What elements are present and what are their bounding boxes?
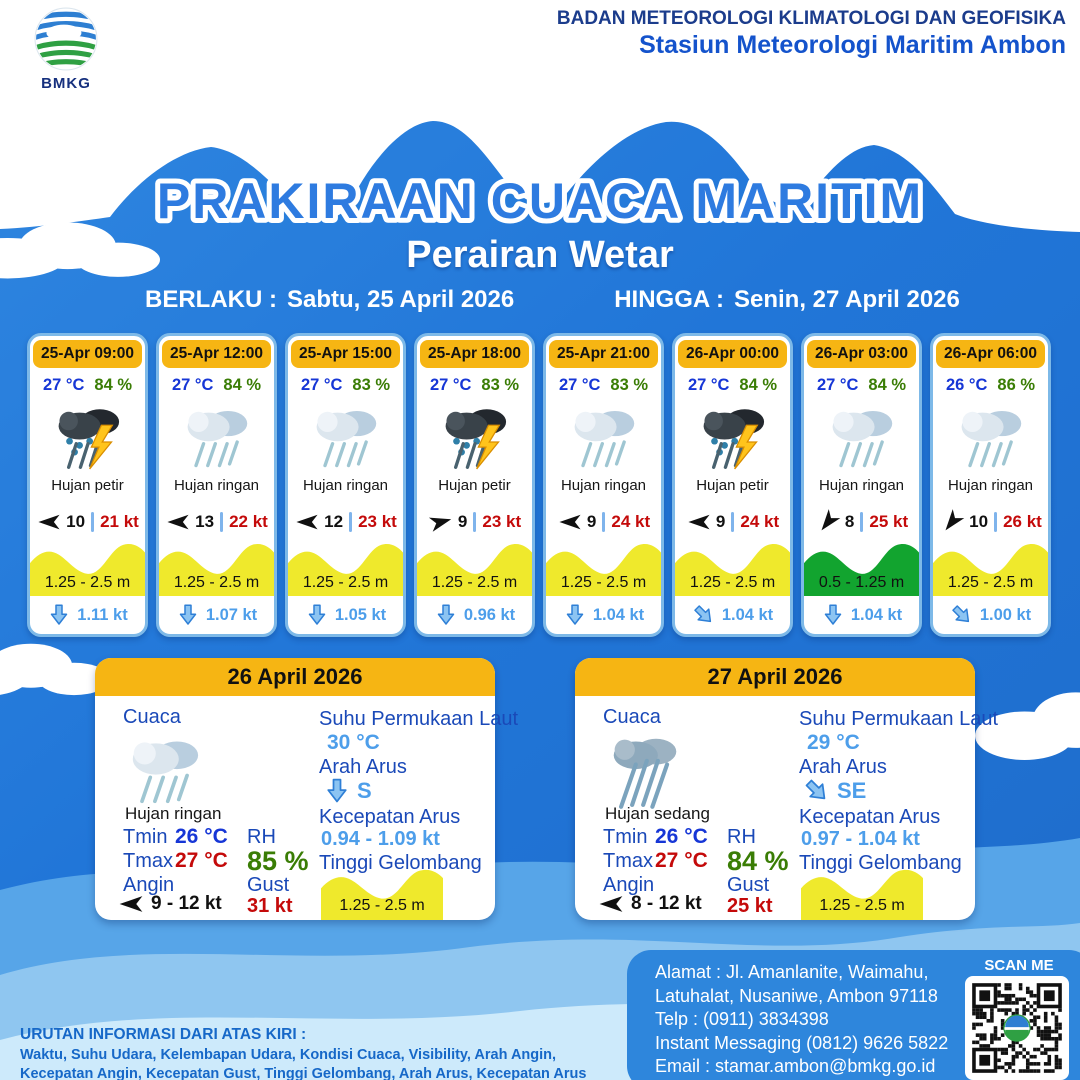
sst-value: 29 °C xyxy=(807,731,860,754)
current-row xyxy=(563,596,644,634)
weather-description: Hujan ringan xyxy=(947,477,1034,494)
relative-humidity: 84 % xyxy=(223,376,262,394)
wave-height-value: 0.5 - 1.25 m xyxy=(818,574,905,591)
valid-from-date: Sabtu, 25 April 2026 xyxy=(287,286,515,313)
visibility-value: 9 xyxy=(586,512,597,531)
weather-description: Hujan petir xyxy=(696,477,769,494)
daily-wind-range: 9 - 12 kt xyxy=(151,893,222,914)
contact-text xyxy=(655,961,948,1079)
wave-height-value: 1.25 - 2.5 m xyxy=(560,574,647,591)
relative-humidity: 84 % xyxy=(868,376,907,394)
hujan-petir-icon xyxy=(691,395,775,479)
contact-email: Email : stamar.ambon@bmkg.go.id xyxy=(655,1056,936,1076)
daily-wave-value: 1.25 - 2.5 m xyxy=(339,897,425,914)
current-speed: 1.04 kt xyxy=(721,605,774,624)
gust-label: Gust xyxy=(247,874,290,896)
wave-height-box xyxy=(288,540,403,596)
visibility-value: 8 xyxy=(844,512,855,531)
agency-name: BADAN METEOROLOGI KLIMATOLOGI DAN GEOFISIKA xyxy=(556,8,1066,29)
air-temperature: 27 °C xyxy=(171,376,214,394)
forecast-time: 26-Apr 03:00 xyxy=(807,340,916,368)
current-direction-icon xyxy=(47,602,71,628)
daily-weather-description: Hujan ringan xyxy=(125,804,222,823)
tinggi-gelombang-label: Tinggi Gelombang xyxy=(799,852,962,874)
arah-arus-label: Arah Arus xyxy=(799,756,887,778)
current-direction-icon xyxy=(821,602,845,628)
bmkg-logo-icon xyxy=(33,6,99,72)
wind-row xyxy=(939,512,1042,532)
forecast-time: 25-Apr 21:00 xyxy=(549,340,658,368)
wind-row xyxy=(294,512,397,532)
wind-speed: 21 kt xyxy=(100,512,139,531)
current-speed: 1.11 kt xyxy=(77,605,128,624)
air-temperature: 27 °C xyxy=(687,376,730,394)
air-temperature: 27 °C xyxy=(300,376,343,394)
wave-height-box xyxy=(933,540,1048,596)
wind-speed: 24 kt xyxy=(611,512,651,531)
wind-direction-icon xyxy=(294,512,320,532)
info-order-block xyxy=(20,1026,586,1080)
current-speed: 0.96 kt xyxy=(463,605,516,624)
tinggi-gelombang-label: Tinggi Gelombang xyxy=(319,852,482,874)
station-name: Stasiun Meteorologi Maritim Ambon xyxy=(639,31,1066,59)
wind-direction-icon xyxy=(557,512,583,532)
wind-direction-icon xyxy=(36,512,62,532)
wind-speed: 25 kt xyxy=(869,512,909,531)
weather-icon xyxy=(433,395,517,479)
weather-description: Hujan ringan xyxy=(302,477,389,494)
arah-arus-label: Arah Arus xyxy=(319,756,407,778)
tmin-label: Tmin xyxy=(123,826,168,848)
contact-box xyxy=(627,950,1080,1080)
cuaca-label: Cuaca xyxy=(603,706,661,728)
daily-wind-row xyxy=(597,893,702,915)
weather-description: Hujan ringan xyxy=(560,477,647,494)
scan-me-label: SCAN ME xyxy=(984,957,1054,974)
kecepatan-arus-label: Kecepatan Arus xyxy=(319,806,461,828)
valid-from xyxy=(145,286,514,314)
air-temperature: 26 °C xyxy=(945,376,988,394)
weather-icon xyxy=(562,395,646,479)
daily-current-dir xyxy=(323,776,372,806)
weather-icon xyxy=(46,395,130,479)
wave-height-box xyxy=(30,540,145,596)
daily-summary-card xyxy=(575,658,999,920)
wind-direction-icon xyxy=(812,506,844,539)
temp-humidity-row xyxy=(817,376,906,395)
sst-label: Suhu Permukaan Laut xyxy=(319,708,519,730)
current-row xyxy=(176,596,257,634)
forecast-card xyxy=(672,333,793,637)
sst-value: 30 °C xyxy=(327,731,380,754)
forecast-card xyxy=(801,333,922,637)
relative-humidity: 84 % xyxy=(739,376,778,394)
tmin-value: 26 °C xyxy=(655,825,708,848)
info-order-line2: Kecepatan Angin, Kecepatan Gust, Tinggi Gelombang, Arah Arus, Kecepatan Arus xyxy=(20,1066,587,1080)
wind-speed: 24 kt xyxy=(740,512,780,531)
bmkg-logo xyxy=(24,6,108,92)
current-row xyxy=(692,596,773,634)
visibility-value: 9 xyxy=(715,512,726,531)
wind-direction-icon xyxy=(117,893,145,915)
cuaca-label: Cuaca xyxy=(123,706,181,728)
daily-wind-range: 8 - 12 kt xyxy=(631,893,702,914)
temp-humidity-row xyxy=(301,376,390,395)
forecast-card xyxy=(27,333,148,637)
air-temperature: 27 °C xyxy=(42,376,85,394)
wave-height-value: 1.25 - 2.5 m xyxy=(431,574,518,591)
temp-humidity-row xyxy=(43,376,132,395)
current-row xyxy=(821,596,902,634)
separator-bar xyxy=(91,512,94,532)
wave-height-value: 1.25 - 2.5 m xyxy=(947,574,1034,591)
bmkg-logo-label: BMKG xyxy=(41,75,91,92)
forecast-card xyxy=(285,333,406,637)
current-direction-icon xyxy=(434,602,458,628)
hujan-petir-icon xyxy=(46,395,130,479)
forecast-time: 25-Apr 09:00 xyxy=(33,340,142,368)
wind-speed: 22 kt xyxy=(229,512,268,531)
wind-speed: 23 kt xyxy=(482,512,522,531)
wave-height-box xyxy=(417,540,532,596)
contact-address-line1: Alamat : Jl. Amanlanite, Waimahu, xyxy=(655,962,929,982)
tmax-label: Tmax xyxy=(123,850,173,872)
hujan-ringan-icon xyxy=(304,395,388,479)
contact-address-line2: Latuhalat, Nusaniwe, Ambon 97118 xyxy=(655,985,938,1006)
hujan-ringan-icon xyxy=(562,395,646,479)
daily-wave-value: 1.25 - 2.5 m xyxy=(819,897,905,914)
hujan-ringan-icon xyxy=(119,724,211,816)
hujan-petir-icon xyxy=(433,395,517,479)
area-title: Perairan Wetar xyxy=(406,234,674,276)
wind-direction-icon xyxy=(686,512,712,532)
wind-speed: 26 kt xyxy=(1003,512,1042,531)
daily-weather-icon xyxy=(119,724,211,816)
wave-height-box xyxy=(159,540,274,596)
rh-value: 84 % xyxy=(727,846,789,876)
air-temperature: 27 °C xyxy=(816,376,859,394)
forecast-card xyxy=(543,333,664,637)
current-speed: 1.04 kt xyxy=(850,605,903,624)
current-direction-letter: S xyxy=(357,778,372,803)
weather-description: Hujan ringan xyxy=(818,477,905,494)
contact-im: Instant Messaging (0812) 9626 5822 xyxy=(655,1032,949,1053)
wind-row xyxy=(428,512,521,532)
hujan-ringan-icon xyxy=(949,395,1033,479)
gust-value: 25 kt xyxy=(727,895,773,917)
relative-humidity: 84 % xyxy=(94,376,133,394)
wave-height-value: 1.25 - 2.5 m xyxy=(173,574,260,591)
weather-icon xyxy=(304,395,388,479)
wind-direction-icon xyxy=(426,509,456,535)
valid-to-date: Senin, 27 April 2026 xyxy=(733,286,960,313)
current-row xyxy=(305,596,386,634)
current-direction-icon xyxy=(563,602,587,628)
hujan-ringan-icon xyxy=(175,395,259,479)
wind-row xyxy=(557,512,650,532)
angin-label: Angin xyxy=(123,874,175,896)
qr-code xyxy=(965,976,1069,1080)
current-speed: 1.05 kt xyxy=(334,605,387,624)
current-direction-icon xyxy=(176,602,200,628)
relative-humidity: 83 % xyxy=(481,376,520,394)
forecast-time: 25-Apr 12:00 xyxy=(162,340,271,368)
weather-icon xyxy=(175,395,259,479)
wind-direction-icon xyxy=(936,506,968,539)
current-range-value: 0.94 - 1.09 kt xyxy=(321,828,440,850)
temp-humidity-row xyxy=(172,376,261,395)
daily-weather-description: Hujan sedang xyxy=(605,804,710,823)
tmax-value: 27 °C xyxy=(655,849,708,872)
current-speed: 1.00 kt xyxy=(979,605,1032,624)
current-row xyxy=(47,596,127,634)
current-direction-icon xyxy=(323,776,351,806)
air-temperature: 27 °C xyxy=(558,376,601,394)
gust-label: Gust xyxy=(727,874,770,896)
tmax-value: 27 °C xyxy=(175,849,228,872)
info-order-line1: Waktu, Suhu Udara, Kelembapan Udara, Kondisi Cuaca, Visibility, Arah Angin, xyxy=(20,1047,557,1063)
wave-height-value: 1.25 - 2.5 m xyxy=(44,574,131,591)
daily-date: 26 April 2026 xyxy=(95,658,495,696)
valid-to xyxy=(614,286,960,314)
daily-current-dir xyxy=(803,776,866,806)
temp-humidity-row xyxy=(430,376,519,395)
current-direction-icon xyxy=(686,597,721,632)
current-speed: 1.04 kt xyxy=(592,605,645,624)
temp-humidity-row xyxy=(688,376,777,395)
forecast-time: 25-Apr 18:00 xyxy=(420,340,529,368)
wind-row xyxy=(36,512,139,532)
main-title-svg xyxy=(0,168,1080,240)
agency-header xyxy=(557,8,1066,60)
valid-from-label: BERLAKU : xyxy=(145,286,277,313)
rh-label: RH xyxy=(727,826,756,848)
weather-description: Hujan ringan xyxy=(173,477,260,494)
sst-label: Suhu Permukaan Laut xyxy=(799,708,999,730)
temp-humidity-row xyxy=(946,376,1035,395)
separator-bar xyxy=(220,512,223,532)
separator-bar xyxy=(473,512,476,532)
relative-humidity: 86 % xyxy=(997,376,1036,394)
weather-icon xyxy=(691,395,775,479)
hujan-sedang-icon xyxy=(599,724,691,816)
separator-bar xyxy=(731,512,734,532)
kecepatan-arus-label: Kecepatan Arus xyxy=(799,806,941,828)
current-direction-icon xyxy=(944,597,979,632)
visibility-value: 9 xyxy=(457,512,468,531)
forecast-card xyxy=(930,333,1051,637)
wave-height-box xyxy=(546,540,661,596)
visibility-value: 12 xyxy=(324,512,344,531)
forecast-time: 26-Apr 00:00 xyxy=(678,340,787,368)
hourly-forecast-row xyxy=(27,333,1053,637)
daily-date: 27 April 2026 xyxy=(575,658,975,696)
rh-value: 85 % xyxy=(247,846,309,876)
current-speed: 1.07 kt xyxy=(205,605,258,624)
weather-description: Hujan petir xyxy=(51,477,124,494)
relative-humidity: 83 % xyxy=(352,376,391,394)
page-title: PRAKIRAAN CUACA MARITIM xyxy=(156,173,924,229)
separator-bar xyxy=(994,512,997,532)
visibility-value: 13 xyxy=(195,512,215,531)
separator-bar xyxy=(860,512,863,532)
hujan-ringan-icon xyxy=(820,395,904,479)
angin-label: Angin xyxy=(603,874,655,896)
wave-height-value: 1.25 - 2.5 m xyxy=(302,574,389,591)
weather-icon xyxy=(949,395,1033,479)
wind-direction-icon xyxy=(165,512,191,532)
wave-height-box xyxy=(804,540,919,596)
tmax-label: Tmax xyxy=(603,850,653,872)
daily-card-body xyxy=(575,696,999,920)
current-row xyxy=(950,596,1031,634)
gust-value: 31 kt xyxy=(247,895,293,917)
daily-wave-box xyxy=(321,866,443,920)
cloud-decoration-bottom-left xyxy=(0,632,110,698)
daily-summary-card xyxy=(95,658,519,920)
wind-row xyxy=(815,512,908,532)
weather-description: Hujan petir xyxy=(438,477,511,494)
daily-wave-box xyxy=(801,866,923,920)
tmin-label: Tmin xyxy=(603,826,648,848)
wave-height-box xyxy=(675,540,790,596)
forecast-card xyxy=(156,333,277,637)
wind-direction-icon xyxy=(597,893,625,915)
info-order-title: URUTAN INFORMASI DARI ATAS KIRI : xyxy=(20,1026,307,1043)
temp-humidity-row xyxy=(559,376,648,395)
current-row xyxy=(434,596,515,634)
separator-bar xyxy=(602,512,605,532)
daily-card-body xyxy=(95,696,519,920)
qr-pattern xyxy=(965,976,1069,1080)
air-temperature: 27 °C xyxy=(429,376,472,394)
current-direction-letter: SE xyxy=(837,778,867,803)
relative-humidity: 83 % xyxy=(610,376,649,394)
wind-row xyxy=(686,512,779,532)
forecast-time: 25-Apr 15:00 xyxy=(291,340,400,368)
visibility-value: 10 xyxy=(66,512,86,531)
daily-wind-row xyxy=(117,893,222,915)
wave-height-value: 1.25 - 2.5 m xyxy=(689,574,776,591)
current-range-value: 0.97 - 1.04 kt xyxy=(801,828,920,850)
visibility-value: 10 xyxy=(969,512,989,531)
wind-row xyxy=(165,512,268,532)
forecast-card xyxy=(414,333,535,637)
daily-weather-icon xyxy=(599,724,691,816)
validity-row xyxy=(145,286,960,314)
contact-phone: Telp : (0911) 3834398 xyxy=(655,1009,829,1029)
current-direction-icon xyxy=(305,602,329,628)
valid-to-label: HINGGA : xyxy=(614,286,724,313)
separator-bar xyxy=(349,512,352,532)
wind-speed: 23 kt xyxy=(358,512,397,531)
forecast-time: 26-Apr 06:00 xyxy=(936,340,1045,368)
weather-icon xyxy=(820,395,904,479)
rh-label: RH xyxy=(247,826,276,848)
tmin-value: 26 °C xyxy=(175,825,228,848)
